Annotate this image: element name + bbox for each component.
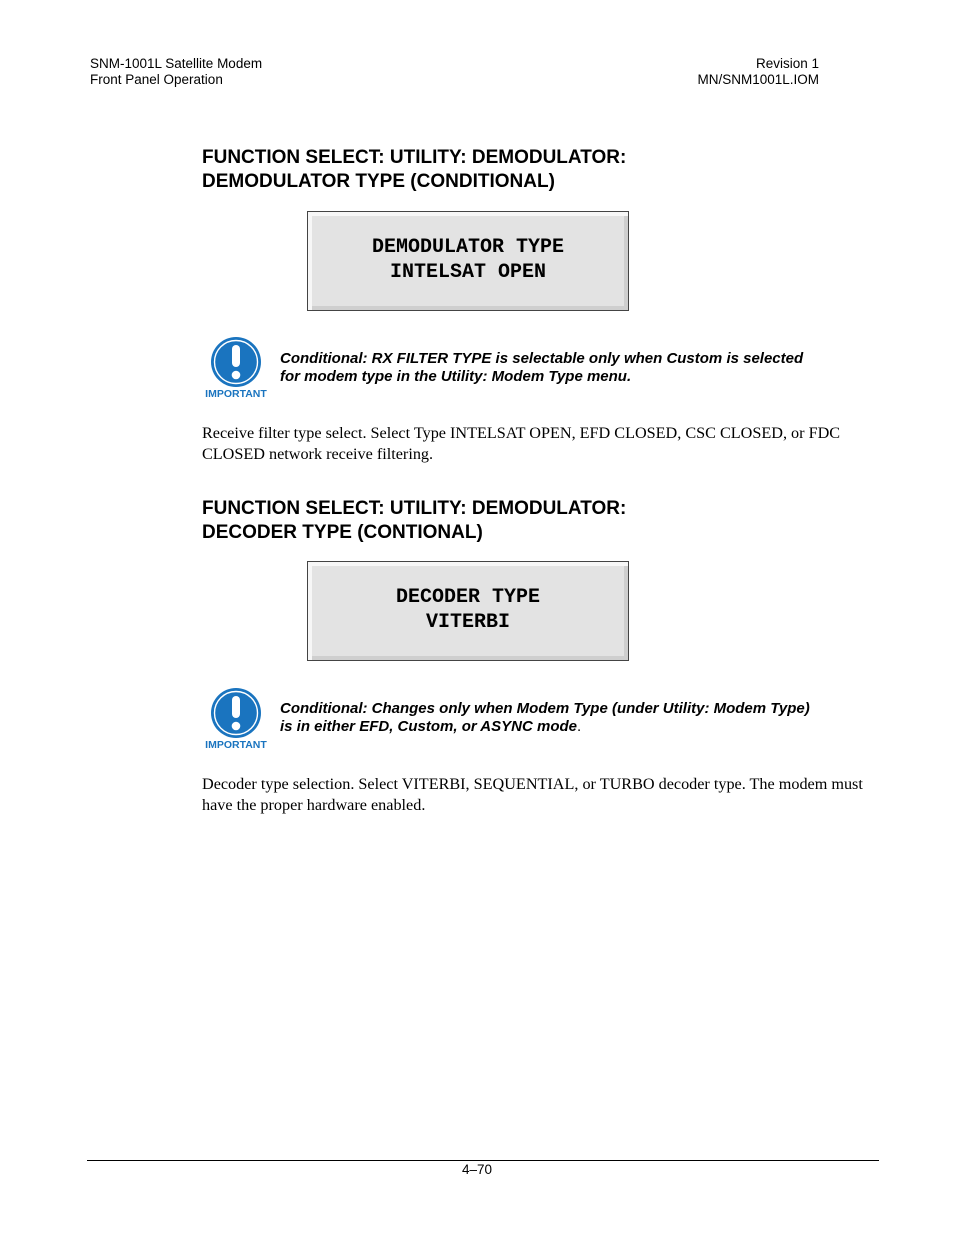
header-revision: Revision 1 (755, 56, 819, 71)
body-paragraph: Decoder type selection. Select VITERBI, SEQUENTIAL, or TURBO decoder type. The modem must have the proper hardware enabled. (202, 775, 863, 814)
note-text: Conditional: Changes only when Modem Type (under Utility: Modem Type) is in either EFD, Custom, or ASYNC mode (280, 700, 810, 735)
header-right (697, 56, 819, 88)
note-text: Conditional: RX FILTER TYPE is selectable only when Custom is selected for modem type in the Utility: Modem Type menu. (280, 350, 804, 385)
section-title-decoder-type (202, 497, 626, 545)
section-title-line1: FUNCTION SELECT: UTILITY: DEMODULATOR: (202, 498, 627, 519)
body-paragraph: Receive filter type select. Select Type INTELSAT OPEN, EFD CLOSED, CSC CLOSED, or FDC CLOSED network receive filtering. (202, 424, 841, 463)
display-line2: INTELSAT OPEN (389, 261, 547, 284)
header-subtitle: Front Panel Operation (90, 72, 223, 87)
display-line1: DECODER TYPE (395, 586, 541, 609)
important-icon-label: IMPORTANT (205, 388, 267, 400)
section-title-demodulator-type (202, 146, 626, 194)
header-title: SNM-1001L Satellite Modem (90, 56, 263, 71)
important-icon (203, 687, 269, 753)
section-title-line2: DEMODULATOR TYPE (CONDITIONAL) (202, 171, 555, 192)
header-left (90, 56, 262, 88)
important-icon-label: IMPORTANT (205, 739, 267, 751)
important-note (280, 700, 820, 736)
display-line1: DEMODULATOR TYPE (371, 236, 565, 259)
display-line2: VITERBI (425, 611, 510, 634)
section-title-line2: DECODER TYPE (CONTIONAL) (202, 522, 483, 543)
important-icon (203, 336, 269, 402)
important-note (280, 350, 820, 386)
header-doc-id: MN/SNM1001L.IOM (697, 72, 819, 87)
section-title-line1: FUNCTION SELECT: UTILITY: DEMODULATOR: (202, 147, 627, 168)
front-panel-display (307, 561, 629, 661)
footer-divider (87, 1160, 879, 1161)
front-panel-display (307, 211, 629, 311)
page-number: 4–70 (461, 1162, 493, 1177)
note-suffix: . (576, 718, 582, 735)
